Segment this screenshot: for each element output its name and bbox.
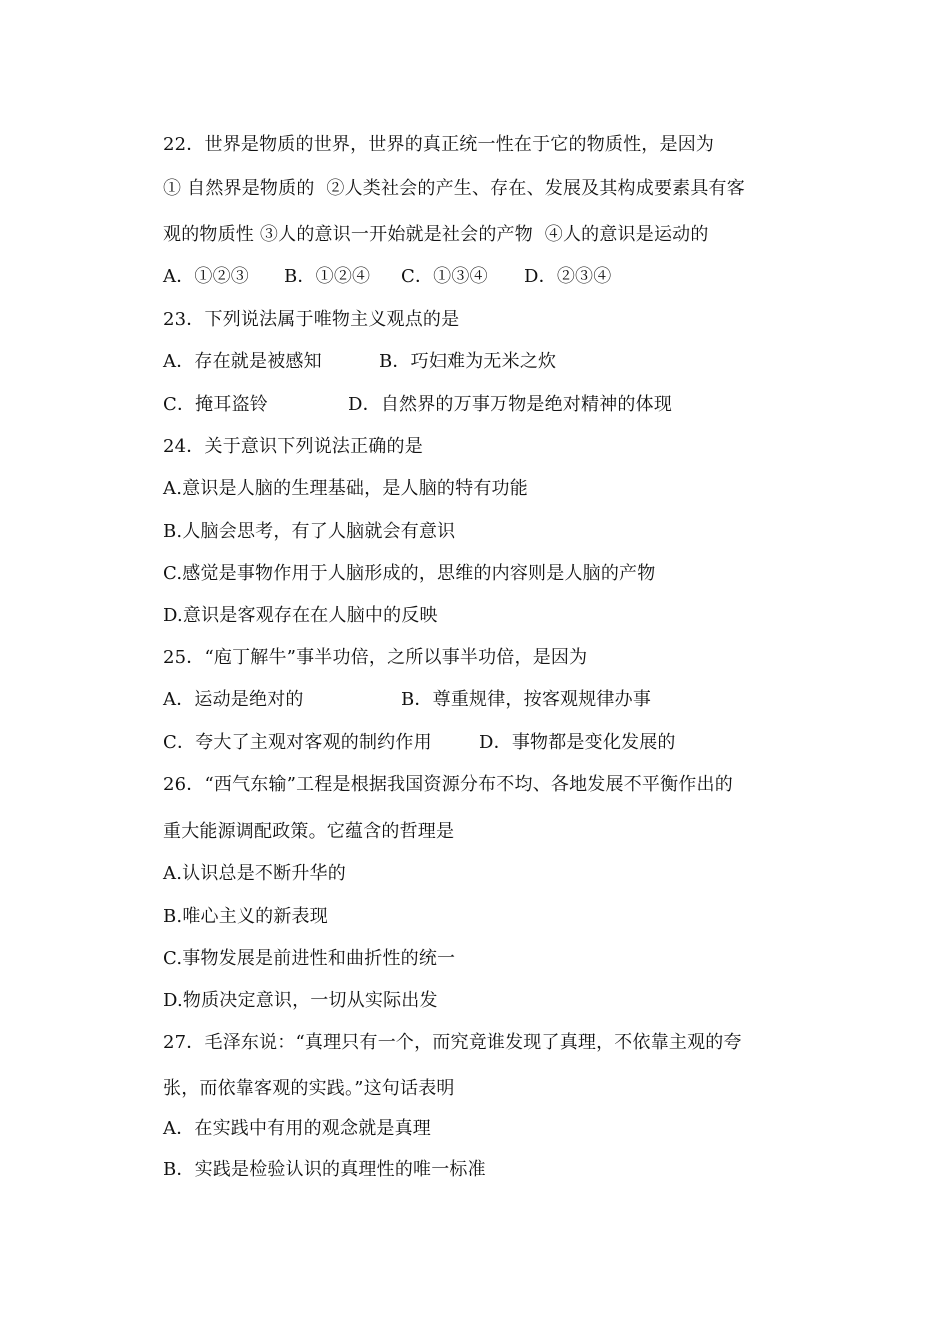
q23-option-d: D．自然界的万事万物是绝对精神的体现	[348, 394, 673, 415]
q27-option-b: B．实践是检验认识的真理性的唯一标准	[163, 1159, 486, 1180]
q27-stem-line-2: 张，而依靠客观的实践。”这句话表明	[163, 1078, 455, 1099]
q27-option-a: A．在实践中有用的观念就是真理	[163, 1118, 431, 1139]
q22-option-a: A．①②③	[163, 266, 249, 287]
q24-option-a: A.意识是人脑的生理基础，是人脑的特有功能	[163, 478, 528, 499]
q22-stem-line-1: 22．世界是物质的世界，世界的真正统一性在于它的物质性，是因为	[163, 134, 715, 155]
q23-option-c: C．掩耳盗铃	[163, 394, 268, 415]
q24-option-c: C.感觉是事物作用于人脑形成的，思维的内容则是人脑的产物	[163, 563, 656, 584]
q25-option-c: C．夸大了主观对客观的制约作用	[163, 732, 432, 753]
q22-option-c: C．①③④	[401, 266, 488, 287]
q25-option-b: B．尊重规律，按客观规律办事	[401, 689, 652, 710]
q24-stem: 24．关于意识下列说法正确的是	[163, 436, 423, 457]
q22-stem-line-2: ① 自然界是物质的 ②人类社会的产生、存在、发展及其构成要素具有客	[163, 178, 745, 199]
q25-stem: 25．“庖丁解牛”事半功倍，之所以事半功倍，是因为	[163, 647, 588, 668]
q23-stem: 23．下列说法属于唯物主义观点的是	[163, 309, 460, 330]
q23-option-a: A．存在就是被感知	[163, 351, 322, 372]
q24-option-d: D.意识是客观存在在人脑中的反映	[163, 605, 438, 626]
q25-option-d: D．事物都是变化发展的	[479, 732, 676, 753]
q26-stem-line-1: 26．“西气东输”工程是根据我国资源分布不均、各地发展不平衡作出的	[163, 774, 733, 795]
q27-stem-line-1: 27．毛泽东说：“真理只有一个，而究竟谁发现了真理，不依靠主观的夸	[163, 1032, 742, 1053]
q22-stem-line-3: 观的物质性 ③人的意识一开始就是社会的产物 ④人的意识是运动的	[163, 224, 709, 245]
q22-option-d: D．②③④	[524, 266, 612, 287]
q23-option-b: B．巧妇难为无米之炊	[379, 351, 557, 372]
q24-option-b: B.人脑会思考，有了人脑就会有意识	[163, 521, 456, 542]
q26-option-c: C.事物发展是前进性和曲折性的统一	[163, 948, 456, 969]
q25-option-a: A．运动是绝对的	[163, 689, 304, 710]
q26-stem-line-2: 重大能源调配政策。它蕴含的哲理是	[163, 821, 455, 842]
q26-option-d: D.物质决定意识，一切从实际出发	[163, 990, 438, 1011]
q22-option-b: B．①②④	[284, 266, 371, 287]
q26-option-a: A.认识总是不断升华的	[163, 863, 346, 884]
q26-option-b: B.唯心主义的新表现	[163, 906, 328, 927]
